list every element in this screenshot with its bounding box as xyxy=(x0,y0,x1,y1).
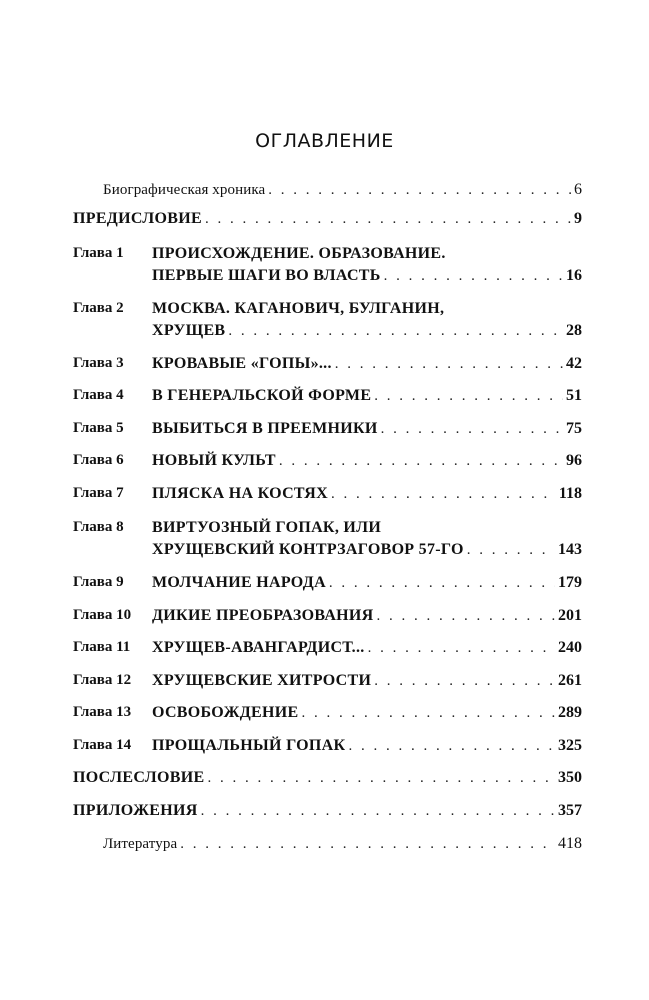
entry-title: ПРИЛОЖЕНИЯ xyxy=(73,802,198,819)
dot-leader xyxy=(329,575,555,592)
entry-title: НОВЫЙ КУЛЬТ xyxy=(152,452,276,469)
dot-leader xyxy=(377,608,555,625)
page-number: 357 xyxy=(558,802,582,819)
page-number: 16 xyxy=(566,267,582,284)
chapter-label: Глава 14 xyxy=(73,737,132,753)
entry-title: Литература xyxy=(103,836,178,852)
chapter-label: Глава 10 xyxy=(73,607,132,623)
toc-line xyxy=(103,833,582,853)
dot-leader xyxy=(467,542,555,559)
entry-title: ВЫБИТЬСЯ В ПРЕЕМНИКИ xyxy=(152,420,378,437)
toc-line xyxy=(152,265,582,285)
entry-title: ХРУЩЕВСКИЕ ХИТРОСТИ xyxy=(152,672,372,689)
dot-leader xyxy=(302,705,556,722)
entry-title: МОЛЧАНИЕ НАРОДА xyxy=(152,574,326,591)
chapter-label: Глава 1 xyxy=(73,245,124,261)
dot-leader xyxy=(279,453,563,470)
chapter-label: Глава 3 xyxy=(73,355,124,371)
page-number: 143 xyxy=(558,541,582,558)
dot-leader xyxy=(331,486,556,503)
entry-title: ДИКИЕ ПРЕОБРАЗОВАНИЯ xyxy=(152,607,374,624)
page-number: 42 xyxy=(566,355,582,372)
entry-title: В ГЕНЕРАЛЬСКОЙ ФОРМЕ xyxy=(152,387,372,404)
entry-title: ПРОЩАЛЬНЫЙ ГОПАК xyxy=(152,737,346,754)
page-number: 6 xyxy=(574,181,582,198)
toc-line xyxy=(73,767,582,787)
dot-leader xyxy=(384,268,563,285)
entry-title: ОСВОБОЖДЕНИЕ xyxy=(152,704,299,721)
toc-line xyxy=(152,243,582,263)
entry-title: МОСКВА. КАГАНОВИЧ, БУЛГАНИН, xyxy=(152,300,445,317)
toc-line xyxy=(152,450,582,470)
toc-line xyxy=(152,353,582,373)
dot-leader xyxy=(201,803,555,820)
dot-leader xyxy=(180,836,555,853)
toc-line xyxy=(103,179,582,199)
toc-title: ОГЛАВЛЕНИЕ xyxy=(255,130,394,152)
page-number: 261 xyxy=(558,672,582,689)
dot-leader xyxy=(374,673,555,690)
toc-line xyxy=(152,702,582,722)
chapter-label: Глава 9 xyxy=(73,574,124,590)
toc-line xyxy=(152,385,582,405)
dot-leader xyxy=(348,738,555,755)
entry-title: ПЕРВЫЕ ШАГИ ВО ВЛАСТЬ xyxy=(152,267,381,284)
dot-leader xyxy=(207,770,555,787)
toc-line xyxy=(152,517,582,537)
page-number: 350 xyxy=(558,769,582,786)
entry-title: ХРУЩЕВ-АВАНГАРДИСТ... xyxy=(152,639,365,656)
chapter-label: Глава 13 xyxy=(73,704,132,720)
toc-line xyxy=(152,572,582,592)
toc-line xyxy=(152,637,582,657)
toc-line xyxy=(73,208,582,228)
entry-title: Биографическая хроника xyxy=(103,182,266,198)
chapter-label: Глава 7 xyxy=(73,485,124,501)
page-number: 240 xyxy=(558,639,582,656)
chapter-label: Глава 4 xyxy=(73,387,124,403)
toc-line xyxy=(152,605,582,625)
dot-leader xyxy=(268,182,571,199)
toc-line xyxy=(152,298,582,318)
entry-title: ПРЕДИСЛОВИЕ xyxy=(73,210,202,227)
dot-leader xyxy=(205,211,571,228)
entry-title: ВИРТУОЗНЫЙ ГОПАК, ИЛИ xyxy=(152,519,382,536)
dot-leader xyxy=(381,421,563,438)
chapter-label: Глава 6 xyxy=(73,452,124,468)
dot-leader xyxy=(228,323,563,340)
toc-line xyxy=(152,320,582,340)
chapter-label: Глава 11 xyxy=(73,639,131,655)
page-number: 179 xyxy=(558,574,582,591)
toc-line xyxy=(152,418,582,438)
page-number: 51 xyxy=(566,387,582,404)
page-number: 418 xyxy=(558,835,582,852)
dot-leader xyxy=(374,388,563,405)
entry-title: ПЛЯСКА НА КОСТЯХ xyxy=(152,485,329,502)
page-number: 75 xyxy=(566,420,582,437)
chapter-label: Глава 8 xyxy=(73,519,124,535)
toc-line xyxy=(73,800,582,820)
entry-title: ХРУЩЕВСКИЙ КОНТРЗАГОВОР 57-ГО xyxy=(152,541,464,558)
chapter-label: Глава 5 xyxy=(73,420,124,436)
entry-title: ПОСЛЕСЛОВИЕ xyxy=(73,769,205,786)
toc-line xyxy=(152,483,582,503)
page-number: 201 xyxy=(558,607,582,624)
page-number: 289 xyxy=(558,704,582,721)
toc-line xyxy=(152,735,582,755)
entry-title: ПРОИСХОЖДЕНИЕ. ОБРАЗОВАНИЕ. xyxy=(152,245,446,262)
page-number: 28 xyxy=(566,322,582,339)
page-number: 325 xyxy=(558,737,582,754)
page-number: 9 xyxy=(574,210,582,227)
entry-title: ХРУЩЕВ xyxy=(152,322,226,339)
page-number: 96 xyxy=(566,452,582,469)
dot-leader xyxy=(368,640,555,657)
toc-line xyxy=(152,670,582,690)
dot-leader xyxy=(335,356,563,373)
entry-title: КРОВАВЫЕ «ГОПЫ»... xyxy=(152,355,332,372)
chapter-label: Глава 12 xyxy=(73,672,132,688)
page-number: 118 xyxy=(558,485,582,502)
toc-line xyxy=(152,539,582,559)
chapter-label: Глава 2 xyxy=(73,300,124,316)
